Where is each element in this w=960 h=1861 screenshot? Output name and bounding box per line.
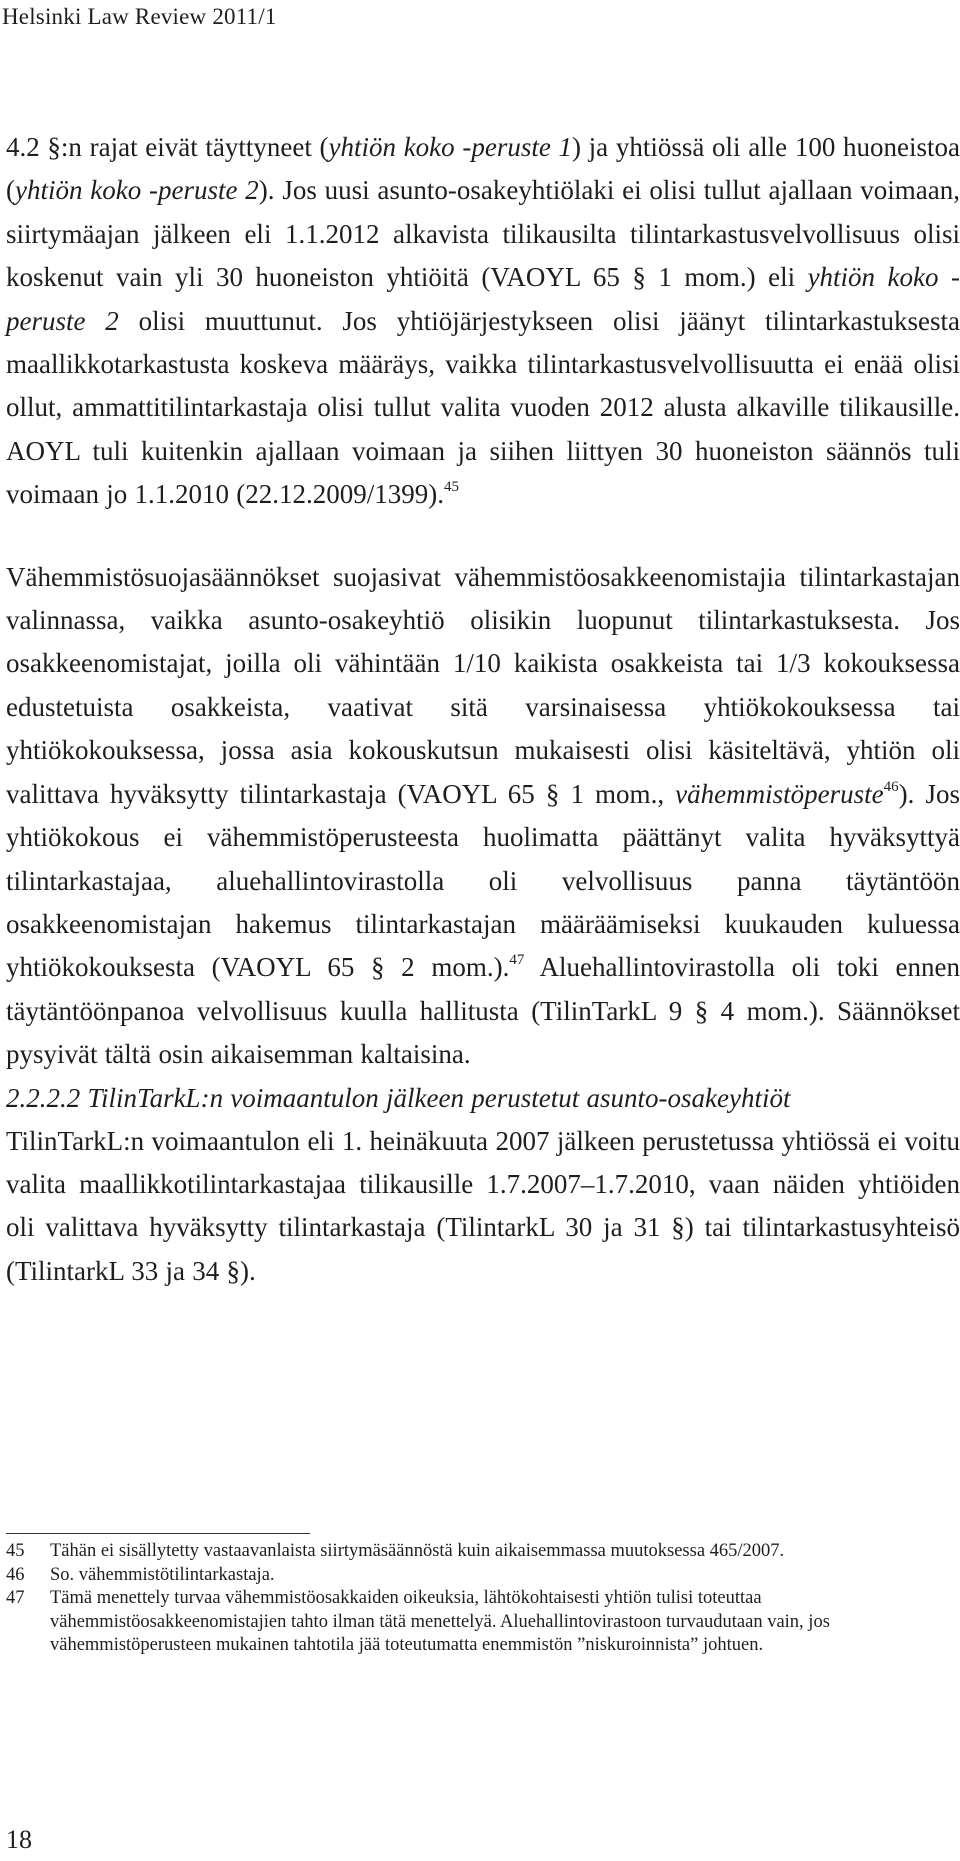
text-run: ). Jos yhtiökokous ei vähemmistöperusteesta huolimatta päättänyt valita hyväksyttyä tilintarkastajaa, aluehallintovirastolla oli velvollisuus panna täytäntöön osakkeenomistajan hakemus tilintarkastajan määräämiseksi kuukauden kuluessa yhtiökokouksesta (VAOYL 65 § 2 mom.). — [6, 778, 960, 983]
page-number: 18 — [6, 1825, 32, 1854]
text-run: olisi muuttunut. Jos yhtiöjärjestykseen olisi jäänyt tilintarkastuksesta maallikkotarkastusta koskeva määräys, vaikka tilintarkastusvelvollisuutta ei enää olisi ollut, ammattitilintarkastaja olisi tullut valita vuoden 2012 alusta alkaville tilikausille. AOYL tuli kuitenkin ajallaan voimaan ja siihen liittyen 30 huoneiston säännös tuli voimaan jo 1.1.2010 (22.12.2009/1399). — [6, 305, 960, 510]
footnotes — [6, 1540, 960, 1658]
text-run: ). Jos uusi asunto-osakeyhtiölaki ei olisi tullut ajallaan voimaan, siirtymäajan jälkeen eli 1.1.2012 alkavista tilikausilta tilintarkastusvelvollisuus olisi koskenut vain yli 30 huoneiston yhtiöitä (VAOYL 65 § 1 mom.) eli — [6, 175, 960, 293]
footnote-ref-45[interactable]: 45 — [443, 479, 459, 496]
footnote-text: Tähän ei sisällytetty vastaavanlaista siirtymäsäännöstä kuin aikaisemmassa muutoksessa 465/2007. — [50, 1541, 785, 1561]
footnote-45 — [6, 1540, 960, 1564]
italic-term: yhtiön koko -peruste 1 — [328, 132, 572, 162]
section-heading: 2.2.2.2 TilinTarkL:n voimaantulon jälkeen perustetut asunto-osakeyhtiöt — [6, 1082, 791, 1113]
footnote-number: 47 — [6, 1588, 25, 1608]
italic-term: yhtiön koko -peruste 2 — [15, 175, 259, 206]
paragraph-3: TilinTarkL:n voimaantulon eli 1. heinäkuuta 2007 jälkeen perustetussa yhtiössä ei voitu valita maallikkotilintarkastajaa tilikausille 1.7.2007–1.7.2010, vaan näiden yhtiöiden oli valittava hyväksytty tilintarkastaja (TilintarkL 30 ja 31 §) tai tilintarkastusyhteisö (TilintarkL 33 ja 34 §). — [6, 1125, 960, 1286]
running-header: Helsinki Law Review 2011/1 — [2, 4, 277, 29]
text-run: 4.2 §:n rajat eivät täyttyneet ( — [6, 132, 329, 162]
text-run: Aluehallintovirastolla oli toki ennen täytäntöönpanoa velvollisuus kuulla hallitusta (TilinTarkL 9 § 4 mom.). Säännökset pysyivät tältä osin aikaisemman kaltaisina. — [6, 952, 960, 1070]
footnote-ref-46[interactable]: 46 — [883, 778, 899, 795]
footnote-text: Tämä menettely turvaa vähemmistöosakkaiden oikeuksia, lähtökohtaisesti yhtiön tulisi toteuttaa vähemmistöosakkeenomistajien tahto ilman tätä menettelyä. Aluehallintovirastoon turvaudutaan vain, jos vähemmistöperusteen mukainen tahtotila jää toteutumatta enemmistön ”niskuroinnista” johtuen. — [50, 1588, 830, 1655]
footnote-46 — [6, 1564, 960, 1588]
article-body — [6, 126, 960, 1293]
footnote-separator — [6, 1533, 310, 1534]
italic-term: yhtiön koko -peruste 2 — [6, 262, 960, 336]
text-run: ) ja yhtiössä oli alle 100 huoneistoa ( — [6, 132, 960, 206]
footnote-ref-47[interactable]: 47 — [509, 952, 525, 969]
italic-term: vähemmistöperuste — [675, 778, 884, 809]
text-run: Vähemmistösuojasäännökset suojasivat vähemmistöosakkeenomistajia tilintarkastajan valinnassa, vaikka asunto-osakeyhtiö olisikin luopunut tilintarkastuksesta. Jos osakkeenomistajat, joilla oli vähintään 1/10 kaikista osakkeista tai 1/3 kokouksessa edustetuista osakkeista, vaativat sitä varsinaisessa yhtiökokouksessa tai yhtiökokouksessa, jossa asia kokouskutsun mukaisesti olisi käsiteltävä, yhtiön oli valittava hyväksytty tilintarkastaja (VAOYL 65 § 1 mom., — [6, 561, 960, 809]
paragraph-2 — [6, 556, 960, 1077]
footnote-text: So. vähemmistötilintarkastaja. — [50, 1564, 275, 1585]
paragraph-1 — [6, 126, 960, 517]
footnote-number: 46 — [6, 1564, 25, 1585]
footnote-47 — [6, 1587, 960, 1658]
footnote-number: 45 — [6, 1541, 25, 1561]
